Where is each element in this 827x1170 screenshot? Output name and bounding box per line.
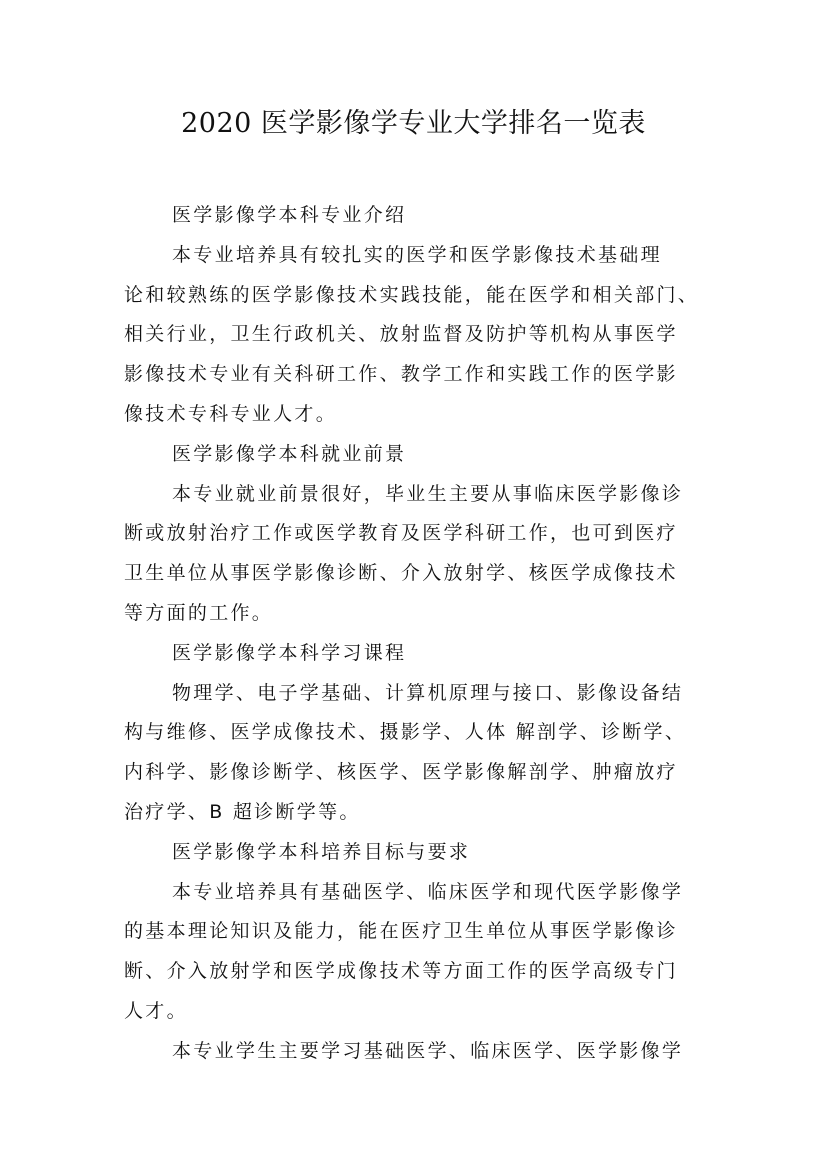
paragraph-line: 断、介入放射学和医学成像技术等方面工作的医学高级专门 bbox=[124, 960, 678, 983]
paragraph-line: 相关行业，卫生行政机关、放射监督及防护等机构从事医学 bbox=[124, 323, 678, 346]
paragraph-line: 构与维修、医学成像技术、摄影学、人体 解剖学、诊断学、 bbox=[124, 721, 687, 744]
paragraph-line: 本专业培养具有基础医学、临床医学和现代医学影像学 bbox=[172, 880, 684, 903]
document-body bbox=[124, 196, 702, 1072]
paragraph-line: 本专业学生主要学习基础医学、临床医学、医学影像学 bbox=[172, 1039, 684, 1062]
section-heading-goals: 医学影像学本科培养目标与要求 bbox=[172, 840, 471, 863]
paragraph-line: 物理学、电子学基础、计算机原理与接口、影像设备结 bbox=[172, 681, 684, 704]
paragraph-line: 人才。 bbox=[124, 999, 188, 1022]
section-heading-courses: 医学影像学本科学习课程 bbox=[172, 641, 407, 664]
paragraph-line: 内科学、影像诊断学、核医学、医学影像解剖学、肿瘤放疗 bbox=[124, 761, 678, 784]
paragraph-line: 断或放射治疗工作或医学教育及医学科研工作，也可到医疗 bbox=[124, 522, 678, 545]
section-heading-intro: 医学影像学本科专业介绍 bbox=[172, 204, 407, 226]
paragraph-line: 本专业就业前景很好，毕业生主要从事临床医学影像诊 bbox=[172, 482, 684, 505]
paragraph-line: 像技术专科专业人才。 bbox=[124, 402, 338, 425]
paragraph-line: 的基本理论知识及能力，能在医疗卫生单位从事医学影像诊 bbox=[124, 920, 678, 943]
document-title: 2020 医学影像学专业大学排名一览表 bbox=[181, 108, 646, 139]
paragraph-line: 论和较熟练的医学影像技术实践技能，能在医学和相关部门、 bbox=[124, 283, 700, 306]
paragraph-line: 影像技术专业有关科研工作、教学工作和实践工作的医学影 bbox=[124, 363, 678, 386]
paragraph-line: 治疗学、B 超诊断学等。 bbox=[124, 800, 361, 823]
paragraph-line: 等方面的工作。 bbox=[124, 601, 274, 624]
paragraph-line: 本专业培养具有较扎实的医学和医学影像技术基础理 bbox=[172, 243, 662, 266]
section-heading-prospects: 医学影像学本科就业前景 bbox=[172, 442, 407, 465]
paragraph-line: 卫生单位从事医学影像诊断、介入放射学、核医学成像技术 bbox=[124, 562, 678, 585]
